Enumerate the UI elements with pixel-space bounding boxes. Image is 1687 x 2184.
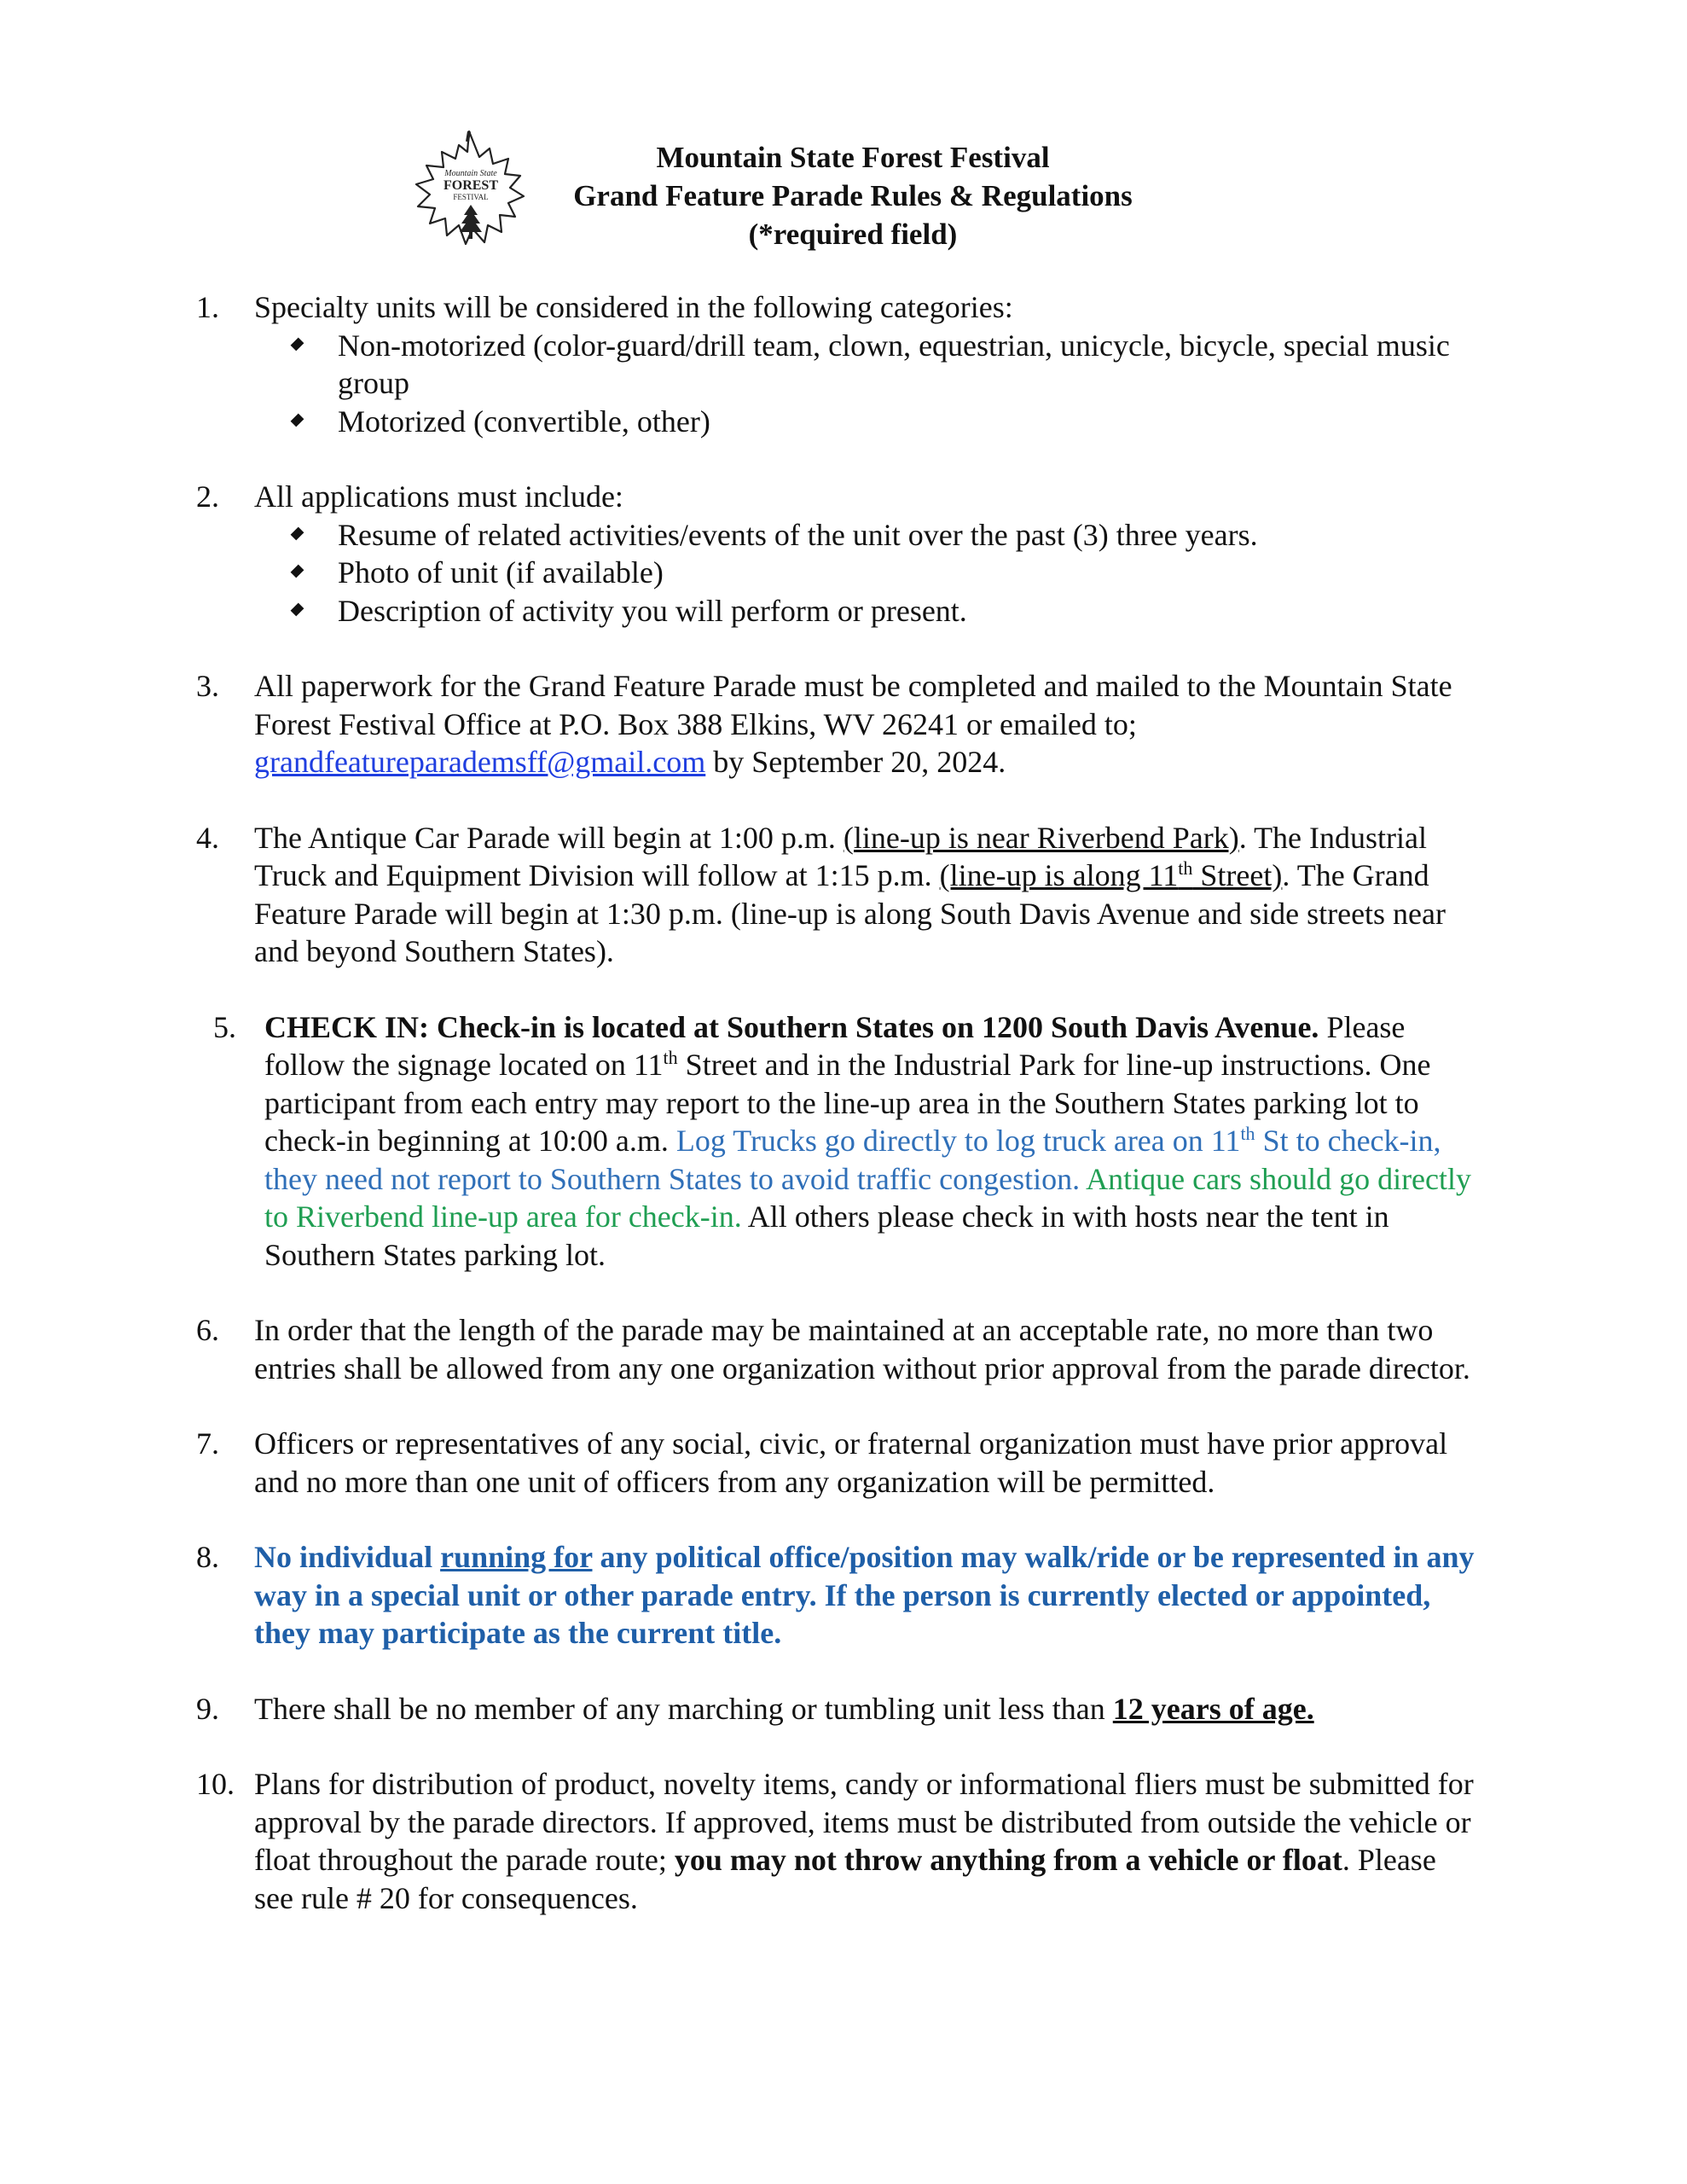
rule-number: 4. [196,820,219,855]
underlined-text: (line-up is near Riverbend Park) [843,820,1239,855]
bold-text: CHECK IN: Check-in is located at Southern States on 1200 South Davis Avenue. [264,1009,1319,1044]
rule-4 [0,819,1687,971]
underlined-text: running for [440,1540,593,1574]
rule-text-part: Street and in the Industrial Park for line-up instructions. One participant from each entry may report to the line-up area in the Southern States parking lot to check-in beginning at 10:00 a.m. [264,1048,1431,1158]
rule-number: 9. [196,1691,219,1726]
rule-6 [0,1311,1687,1387]
superscript: th [663,1047,678,1068]
rule-text-part: There shall be no member of any marching or tumbling unit less than [254,1691,1113,1726]
rule-text-part: Please follow the signage located on 11 [264,1009,1406,1082]
rule-number: 5. [213,1009,236,1044]
rule-text: All applications must include: [254,479,623,514]
bullet-item [254,516,1482,555]
rule-text: Specialty units will be considered in the following categories: [254,290,1013,324]
superscript: th [1240,1123,1255,1144]
rule-text: Officers or representatives of any social, civic, or fraternal organization must have prior approval and no more than one unit of officers from any organization will be permitted. [254,1426,1448,1499]
header-required-note: (*required field) [748,218,958,251]
bullet-item [254,554,1482,592]
rules-list [0,288,1687,1955]
rule-number: 1. [196,290,219,324]
rule-text [254,1690,1482,1728]
rule-text-part: Plans for distribution of product, novelty items, candy or informational fliers must be submitted for approval by the parade directors. If approved, items must be distributed from outside the vehicle or float throughout the parade route; [254,1767,1474,1877]
rule-number: 3. [196,669,219,703]
diamond-bullet-icon [291,602,304,616]
underlined-text [940,858,1283,892]
log-trucks-note: St to check-in, they need not report to Southern States to avoid traffic congestion. [264,1124,1441,1196]
bullet-text: Description of activity you will perform or present. [338,593,967,628]
header-subtitle: Grand Feature Parade Rules & Regulations [573,179,1133,212]
bold-text: you may not throw anything from a vehicle or float [674,1843,1342,1877]
rule-text-part: any political office/position may walk/ride or be represented in any way in a special unit or other parade entry. If the person is currently elected or appointed, they may participate as the current title. [254,1540,1475,1650]
rule-number: 2. [196,479,219,514]
rule-8 [0,1538,1687,1653]
rule-text-part: All paperwork for the Grand Feature Parade must be completed and mailed to the Mountain State Forest Festival Office at P.O. Box 388 Elkins, WV 26241 or emailed to; [254,669,1452,741]
forest-festival-logo [408,126,536,263]
rule-text-part: . The Grand Feature Parade will begin at 1:30 p.m. (line-up is along South Davis Avenue and side streets near and beyond Southern States). [254,858,1446,968]
underlined-part: (line-up is along 11 [939,858,1179,892]
bullet-text: Photo of unit (if available) [338,555,664,590]
underlined-bold-text: 12 years of age. [1112,1691,1314,1726]
rule-number: 10. [196,1767,235,1801]
bullet-item [254,592,1482,630]
underlined-part: Street) [1192,858,1283,892]
diamond-bullet-icon [291,526,304,540]
rule-text-part: . The Industrial Truck and Equipment Division will follow at 1:15 p.m. [254,820,1428,892]
rule-3 [0,667,1687,781]
rule-number: 8. [196,1540,219,1574]
diamond-bullet-icon [291,337,304,351]
rule-text-part: . Please see rule # 20 for consequences. [254,1843,1436,1915]
logo-text-line1: Mountain State [444,169,497,178]
rule-2 [0,478,1687,630]
bullet-text: Motorized (convertible, other) [338,404,710,439]
rule-10 [0,1765,1687,1917]
logo-text-line2: FOREST [443,178,499,193]
logo-text-line3: FESTIVAL [453,193,489,201]
rule-1 [0,288,1687,440]
rule-text: In order that the length of the parade may be maintained at an acceptable rate, no more than two entries shall be allowed from any one organization without prior approval from the parade director. [254,1313,1470,1385]
rule-text [264,1008,1493,1275]
bullet-text: Non-motorized (color-guard/drill team, clown, equestrian, unicycle, bicycle, special music group [338,328,1450,400]
rule-number: 7. [196,1426,219,1461]
rule-text-part: No individual [254,1540,441,1574]
rule-7 [0,1425,1687,1501]
rule-5 [0,1008,1687,1275]
rule-text-part: by September 20, 2024. [705,745,1006,779]
log-trucks-note: Log Trucks go directly to log truck area on 11 [675,1124,1241,1158]
diamond-bullet-icon [291,413,304,427]
bullet-item [254,327,1482,403]
rule-text [254,819,1482,971]
rule-text [254,667,1482,781]
rule-9 [0,1690,1687,1728]
tree-icon [460,205,482,232]
rule-number: 6. [196,1313,219,1347]
document-header [529,138,1177,253]
bullet-text: Resume of related activities/events of the unit over the past (3) three years. [338,517,1258,552]
header-title: Mountain State Forest Festival [656,141,1050,174]
rule-text-part: All others please check in with hosts near the tent in Southern States parking lot. [264,1199,1389,1272]
rule-text [254,1538,1482,1653]
rule-text [254,1765,1482,1917]
superscript: th [1178,857,1193,879]
antique-cars-note: Antique cars should go directly to Riverbend line-up area for check-in. [264,1161,1472,1234]
bullet-item [254,403,1482,441]
rule-text-part: The Antique Car Parade will begin at 1:00 p.m. [254,820,844,855]
diamond-bullet-icon [291,565,304,578]
email-link[interactable]: grandfeatureparademsff@gmail.com [254,745,706,779]
